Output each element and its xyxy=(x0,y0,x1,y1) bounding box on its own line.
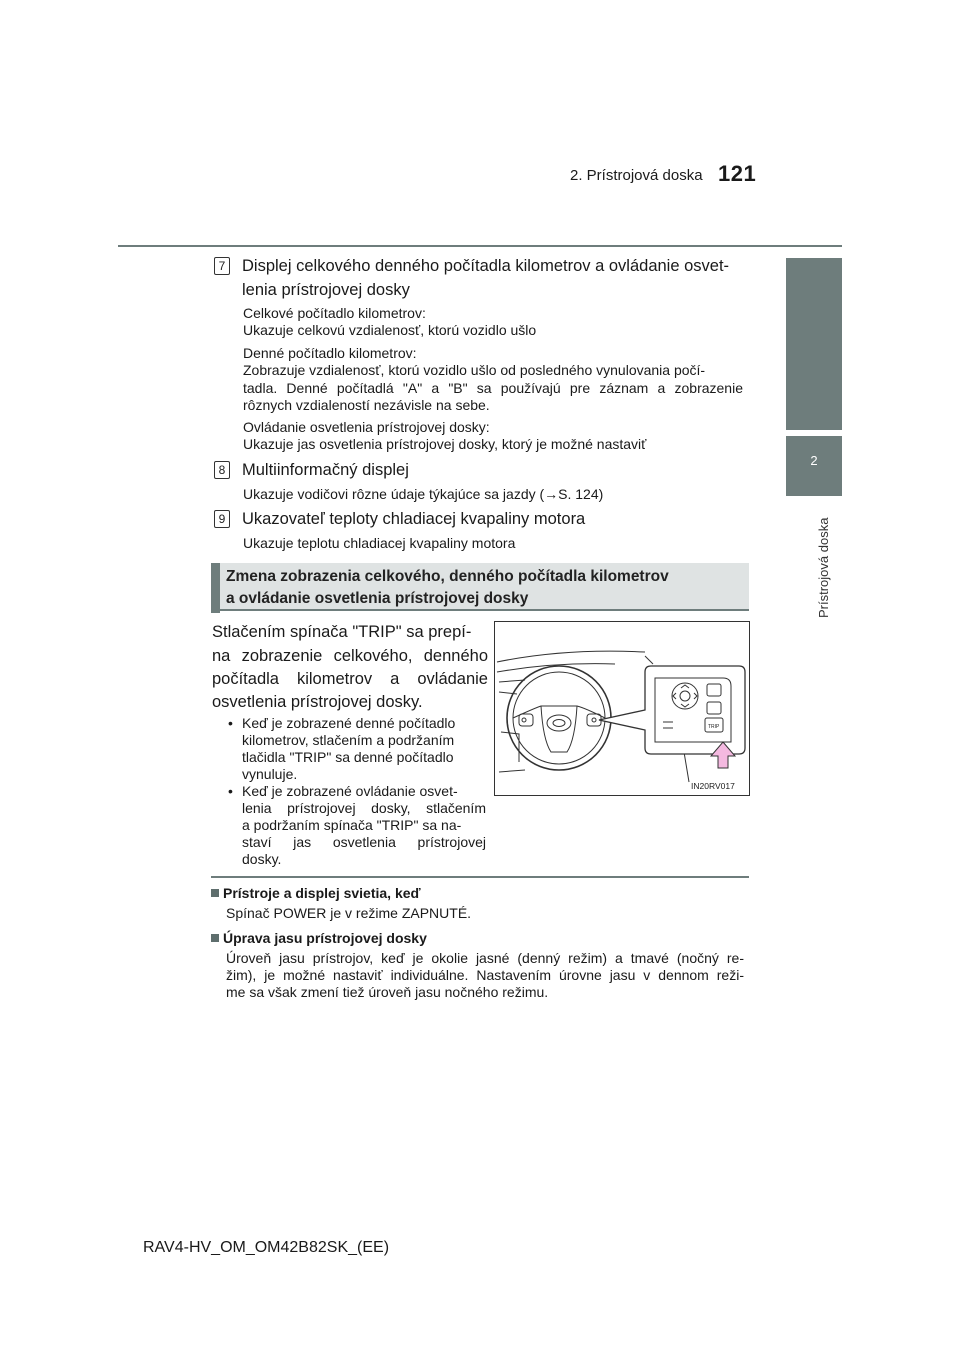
steering-wheel-illustration xyxy=(494,621,750,796)
bullet-1-line4: vynuluje. xyxy=(242,766,298,782)
trip-intro-line2: na zobrazenie celkového, denného xyxy=(212,647,488,665)
item-7-p3-line1: Ovládanie osvetlenia prístrojovej dosky: xyxy=(243,419,490,435)
trip-intro-line1: Stlačením spínača "TRIP" sa prepí- xyxy=(212,623,472,641)
item-7-p3-line2: Ukazuje jas osvetlenia prístrojovej dosky, ktorý je možné nastaviť xyxy=(243,436,647,452)
bullet-2-line2: lenia prístrojovej dosky, stlačením xyxy=(242,800,486,816)
item-7-p2-line3: tadla. Denné počítadlá "A" a "B" sa používajú pre záznam a zobrazenie xyxy=(243,380,743,396)
note-square-icon xyxy=(211,934,219,942)
header-rule xyxy=(118,245,842,247)
steering-wheel-drawing xyxy=(495,622,749,795)
item-7-p1-line2: Ukazuje celkovú vzdialenosť, ktorú vozidlo ušlo xyxy=(243,322,537,338)
bullet-2-line1: Keď je zobrazené ovládanie osvet- xyxy=(242,783,458,799)
document-code: RAV4-HV_OM_OM42B82SK_(EE) xyxy=(143,1239,390,1256)
section-banner-accent xyxy=(211,563,220,613)
item-8-heading: Multiinformačný displej xyxy=(242,461,409,479)
item-7-p1-line1: Celkové počítadlo kilometrov: xyxy=(243,305,426,321)
note-square-icon xyxy=(211,889,219,897)
bullet-2-line4: staví jas osvetlenia prístrojovej xyxy=(242,834,486,850)
trip-button-label: TRIP xyxy=(708,724,720,730)
figure-code: IN20RV017 xyxy=(691,781,735,791)
page-number: 121 xyxy=(718,161,757,186)
note-2-line3: me sa však zmení tiež úroveň jasu nočného režimu. xyxy=(226,984,549,1000)
bullet-1-line3: tlačidla "TRIP" sa denné počítadlo xyxy=(242,749,454,765)
item-7-p2-line4: rôznych vzdialeností nezávisle na sebe. xyxy=(243,397,490,413)
item-7-p2-line2: Zobrazuje vzdialenosť, ktorú vozidlo ušlo od posledného vynulovania počí- xyxy=(243,362,706,378)
note-2-title-text: Úprava jasu prístrojovej dosky xyxy=(223,930,427,946)
item-7-p2-line1: Denné počítadlo kilometrov: xyxy=(243,345,417,361)
bullet-2-line5: dosky. xyxy=(242,851,282,867)
trip-intro-line4: osvetlenia prístrojovej dosky. xyxy=(212,693,423,711)
item-9-text: Ukazuje teplotu chladiacej kvapaliny motora xyxy=(243,535,516,551)
item-8-text: Ukazuje vodičovi rôzne údaje týkajúce sa jazdy (→S. 124) xyxy=(243,486,604,502)
banner-title-line1: Zmena zobrazenia celkového, denného počítadla kilometrov xyxy=(226,568,669,585)
notes-separator xyxy=(211,876,749,878)
item-number-9: 9 xyxy=(214,510,230,528)
banner-title-line2: a ovládanie osvetlenia prístrojovej dosky xyxy=(226,590,529,607)
section-title: 2. Prístrojová doska xyxy=(570,167,703,184)
chapter-tab-bar xyxy=(786,258,842,430)
note-1-title xyxy=(211,885,421,903)
note-1-title-text: Prístroje a displej svietia, keď xyxy=(223,885,421,901)
chapter-label xyxy=(800,500,830,620)
note-1-line1: Spínač POWER je v režime ZAPNUTÉ. xyxy=(226,905,472,921)
chapter-label-text: Prístrojová doska xyxy=(816,517,831,618)
note-2-line1: Úroveň jasu prístrojov, keď je okolie jasné (denný režim) a tmavé (nočný re- xyxy=(226,950,744,966)
bullet-2: • xyxy=(228,783,233,799)
item-number-7: 7 xyxy=(214,257,230,275)
trip-intro-line3: počítadla kilometrov a ovládanie xyxy=(212,670,488,688)
item-7-heading-line1: Displej celkového denného počítadla kilometrov a ovládanie osvet- xyxy=(242,257,730,275)
item-7-heading-line2: lenia prístrojovej dosky xyxy=(242,281,410,299)
item-9-heading: Ukazovateľ teploty chladiacej kvapaliny motora xyxy=(242,510,586,528)
bullet-1-line1: Keď je zobrazené denné počítadlo xyxy=(242,715,456,731)
section-banner-rule xyxy=(211,609,749,611)
bullet-2-line3: a podržaním spínača "TRIP" sa na- xyxy=(242,817,462,833)
note-2-line2: žim), je možné nastaviť individuálne. Nastavením úrovne jasu v dennom reži- xyxy=(226,967,744,983)
bullet-1: • xyxy=(228,715,233,731)
chapter-number: 2 xyxy=(786,436,842,496)
item-number-8: 8 xyxy=(214,461,230,479)
note-2-title xyxy=(211,930,427,948)
bullet-1-line2: kilometrov, stlačením a podržaním xyxy=(242,732,455,748)
